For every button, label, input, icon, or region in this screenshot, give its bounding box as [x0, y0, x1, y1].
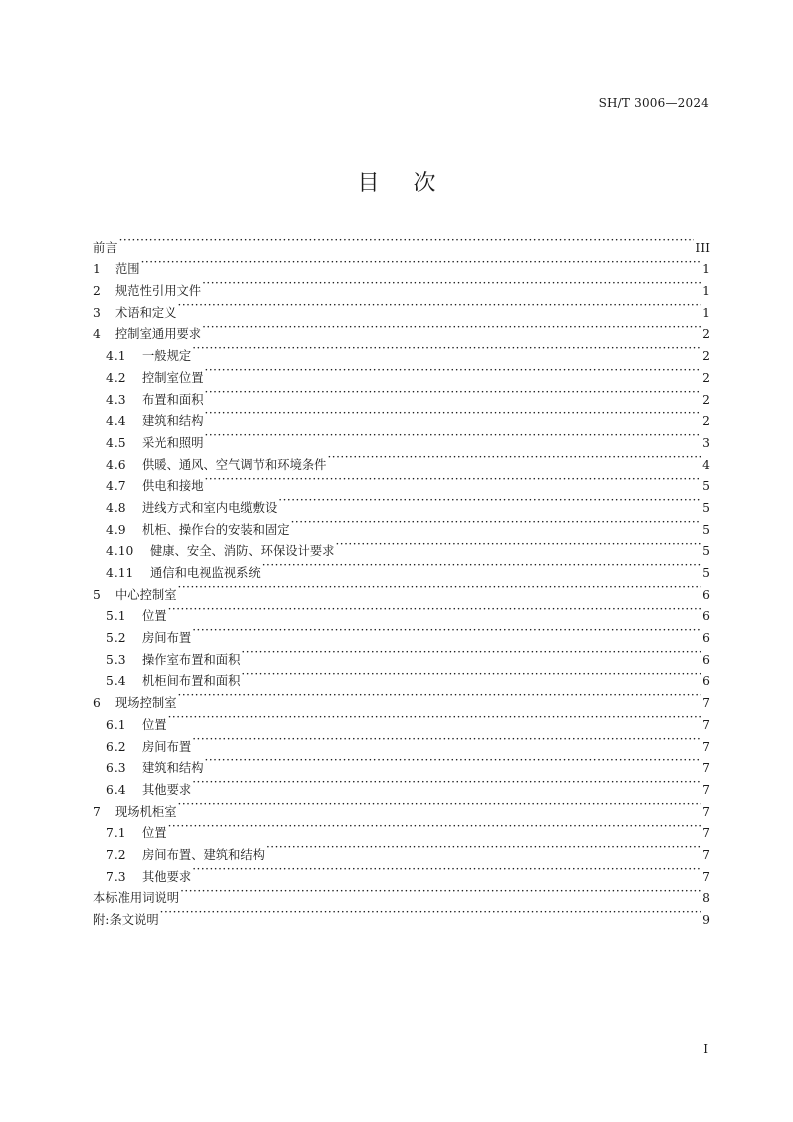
toc-dot-leader: [192, 859, 701, 881]
toc-entry-title: 其他要求: [142, 782, 192, 797]
toc-entry-page: 2: [702, 414, 710, 429]
toc-entry[interactable]: [93, 794, 710, 819]
toc-dot-leader: [205, 425, 702, 447]
toc-entry-number: 7: [93, 804, 101, 819]
toc-entry-page: 3: [702, 435, 710, 450]
toc-dot-leader: [278, 490, 701, 512]
page-number: I: [703, 1042, 708, 1056]
toc-entry-page: 9: [702, 913, 710, 927]
toc-entry-title: 位置: [142, 826, 167, 841]
toc-entry-number: 5.4: [106, 674, 126, 689]
toc-entry[interactable]: [93, 252, 710, 277]
toc-entry-page: 6: [702, 609, 710, 624]
toc-dot-leader: [202, 273, 701, 295]
toc-entry-page: 1: [702, 262, 710, 277]
toc-entry-number: 5.1: [106, 609, 126, 624]
toc-dot-leader: [262, 555, 701, 577]
toc-entry-number: 4.2: [106, 370, 126, 385]
toc-entry-number: 3: [93, 305, 101, 320]
toc-entry-page: 6: [702, 674, 710, 689]
toc-entry[interactable]: [93, 837, 710, 862]
toc-dot-leader: [266, 837, 701, 859]
toc-entry-number: 1: [93, 262, 101, 277]
toc-entry-title: 一般规定: [142, 349, 192, 364]
toc-entry-number: 6.4: [106, 782, 126, 797]
toc-entry-number: 4.10: [106, 544, 134, 559]
toc-dot-leader: [141, 252, 702, 274]
toc-entry-title: 机柜间布置和面积: [142, 674, 241, 689]
toc-entry-title: 建筑和结构: [142, 414, 204, 429]
toc-entry-number: 6.3: [106, 761, 126, 776]
toc-entry-number: 6.1: [106, 717, 126, 732]
toc-dot-leader: [335, 534, 701, 556]
toc-entry-title: 规范性引用文件: [115, 284, 202, 299]
toc-entry-title: 房间布置: [142, 631, 192, 646]
toc-entry-page: 2: [702, 327, 710, 342]
toc-entry-page: III: [695, 240, 710, 255]
toc-entry-page: 5: [702, 479, 710, 494]
toc-entry-number: 5.3: [106, 652, 126, 667]
toc-entry[interactable]: [93, 599, 710, 624]
toc-dot-leader: [119, 230, 695, 252]
toc-entry-page: 7: [702, 782, 710, 797]
toc-entry-title: 通信和电视监视系统: [150, 566, 261, 580]
toc-entry-number: 5.2: [106, 631, 126, 646]
toc-entry-number: 4.1: [106, 349, 126, 364]
toc-entry-number: 7.3: [106, 869, 126, 884]
toc-entry-page: 1: [702, 305, 710, 320]
toc-entry-title: 采光和照明: [142, 435, 204, 450]
toc-dot-leader: [178, 577, 702, 599]
toc-entry-title: 附:条文说明: [93, 913, 159, 927]
toc-entry[interactable]: [93, 685, 710, 711]
toc-dot-leader: [192, 772, 701, 794]
toc-entry[interactable]: [93, 295, 710, 320]
toc-entry-number: 5: [93, 587, 101, 602]
toc-entry-title: 进线方式和室内电缆敷设: [142, 500, 278, 515]
toc-entry[interactable]: [93, 273, 710, 299]
toc-entry[interactable]: [93, 816, 710, 841]
toc-entry[interactable]: [93, 317, 710, 342]
toc-entry-page: 7: [702, 761, 710, 776]
toc-entry-title: 位置: [142, 717, 167, 732]
toc-entry-page: 2: [702, 349, 710, 364]
toc-entry-number: 6.2: [106, 739, 126, 754]
toc-dot-leader: [168, 599, 702, 621]
toc-entry-number: 4.11: [106, 566, 134, 580]
toc-entry-title: 前言: [93, 240, 118, 255]
toc-entry-number: 2: [93, 284, 101, 299]
toc-dot-leader: [205, 382, 702, 404]
toc-entry-page: 6: [702, 587, 710, 602]
toc-entry-number: 6: [93, 696, 101, 711]
toc-entry-number: 7.1: [106, 826, 126, 841]
toc-dot-leader: [241, 642, 701, 664]
toc-entry[interactable]: [93, 230, 710, 255]
toc-dot-leader: [180, 881, 701, 903]
toc-dot-leader: [178, 685, 702, 707]
toc-entry-title: 位置: [142, 609, 167, 624]
toc-dot-leader: [192, 729, 701, 751]
toc-entry-page: 7: [702, 847, 710, 862]
toc-dot-leader: [168, 707, 702, 729]
toc-entry-title: 现场机柜室: [115, 804, 177, 819]
toc-entry-page: 5: [702, 500, 710, 515]
toc-entry[interactable]: [93, 729, 710, 754]
toc-entry-title: 供暖、通风、空气调节和环境条件: [142, 457, 327, 472]
toc-entry[interactable]: [93, 620, 710, 646]
toc-entry-title: 建筑和结构: [142, 761, 204, 776]
toc-entry-number: 4: [93, 327, 101, 342]
toc-dot-leader: [205, 751, 702, 773]
toc-dot-leader: [192, 620, 701, 642]
document-code: SH/T 3006—2024: [598, 96, 709, 110]
toc-entry-number: 4.4: [106, 414, 126, 429]
toc-entry-number: 4.7: [106, 479, 126, 494]
toc-dot-leader: [205, 404, 702, 426]
toc-entry-number: 4.8: [106, 500, 126, 515]
toc-dot-leader: [205, 469, 702, 491]
toc-entry-title: 机柜、操作台的安装和固定: [142, 522, 290, 537]
toc-entry-page: 7: [702, 826, 710, 841]
toc-entry[interactable]: [93, 881, 710, 906]
toc-entry[interactable]: [93, 707, 710, 732]
toc-dot-leader: [168, 816, 702, 838]
toc-entry-page: 2: [702, 392, 710, 407]
toc-entry-title: 操作室布置和面积: [142, 652, 241, 667]
toc-title: 目次: [357, 171, 470, 196]
toc-entry-title: 健康、安全、消防、环保设计要求: [150, 544, 335, 559]
toc-entry-number: 4.3: [106, 392, 126, 407]
toc-entry-page: 5: [702, 566, 710, 580]
toc-entry-title: 其他要求: [142, 869, 192, 884]
toc-entry-title: 布置和面积: [142, 392, 204, 407]
toc-entry-title: 范围: [115, 262, 140, 277]
toc-entry-page: 6: [702, 652, 710, 667]
toc-dot-leader: [291, 512, 702, 534]
toc-entry-number: 4.6: [106, 457, 126, 472]
toc-entry-page: 5: [702, 522, 710, 537]
toc-entry-title: 本标准用词说明: [93, 891, 180, 906]
toc-entry-page: 6: [702, 631, 710, 646]
toc-entry-page: 4: [702, 457, 710, 472]
toc-entry-page: 7: [702, 804, 710, 819]
toc-entry-page: 8: [702, 891, 710, 906]
toc-entry-number: 7.2: [106, 847, 126, 862]
toc-entry[interactable]: [93, 902, 710, 927]
toc-entry-page: 1: [702, 284, 710, 299]
toc-entry[interactable]: [93, 577, 710, 602]
toc-entry-title: 房间布置: [142, 739, 192, 754]
toc-dot-leader: [178, 295, 702, 317]
table-of-contents: [93, 230, 710, 927]
toc-dot-leader: [160, 902, 702, 924]
toc-entry-title: 房间布置、建筑和结构: [142, 847, 265, 862]
toc-dot-leader: [241, 664, 701, 686]
toc-entry-page: 7: [702, 739, 710, 754]
toc-dot-leader: [192, 338, 701, 360]
toc-entry-page: 2: [702, 370, 710, 385]
toc-entry-title: 控制室通用要求: [115, 327, 202, 342]
toc-entry-number: 4.9: [106, 522, 126, 537]
toc-entry-number: 4.5: [106, 435, 126, 450]
toc-entry-title: 控制室位置: [142, 370, 204, 385]
toc-dot-leader: [205, 360, 702, 382]
toc-entry-page: 7: [702, 696, 710, 711]
toc-dot-leader: [202, 317, 701, 339]
toc-entry-title: 供电和接地: [142, 479, 204, 494]
toc-entry-page: 7: [702, 869, 710, 884]
toc-entry-page: 5: [702, 544, 710, 559]
toc-entry-title: 中心控制室: [115, 587, 177, 602]
toc-entry-title: 现场控制室: [115, 696, 177, 711]
toc-dot-leader: [178, 794, 702, 816]
toc-entry-title: 术语和定义: [115, 305, 177, 320]
toc-dot-leader: [327, 447, 701, 469]
toc-entry-page: 7: [702, 717, 710, 732]
